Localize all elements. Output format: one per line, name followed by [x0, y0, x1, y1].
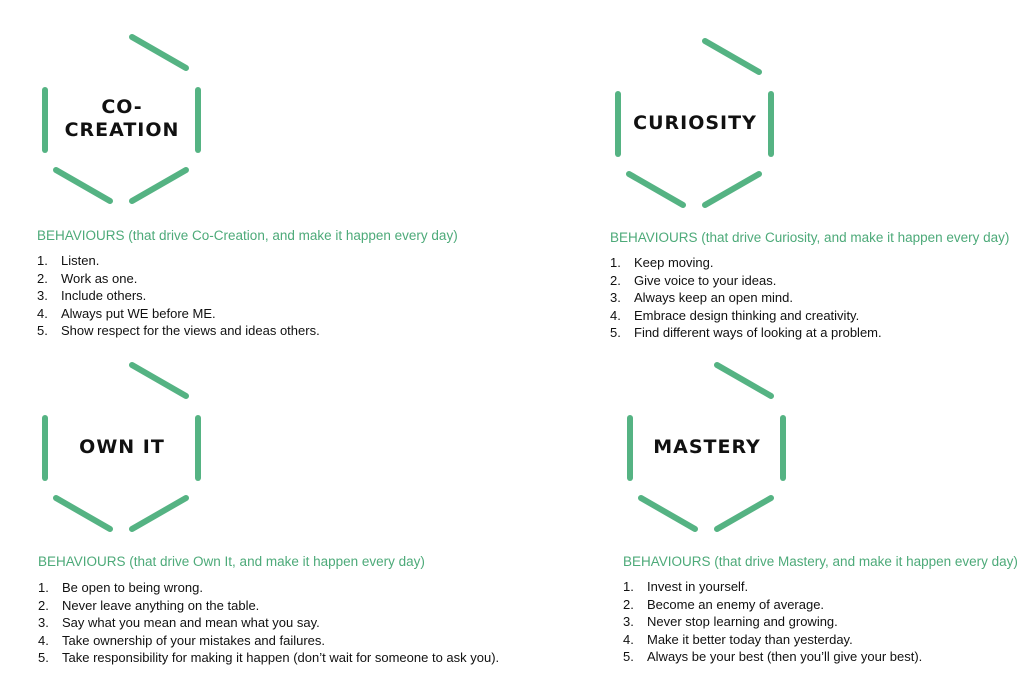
behaviours-list: [38, 579, 499, 667]
list-item: 2. Never leave anything on the table.: [38, 597, 260, 613]
behaviours-heading: BEHAVIOURS (that drive Co-Creation, and make it happen every day): [37, 228, 458, 243]
hexagon-own-it: [38, 358, 206, 536]
section-title: CURIOSITY: [633, 111, 757, 134]
section-title: CO- CREATION: [64, 96, 180, 141]
behaviours-list: [610, 254, 882, 342]
list-item: 3. Include others.: [37, 288, 147, 304]
list-item: 4. Take ownership of your mistakes and failures.: [38, 632, 326, 648]
list-item: 3. Always keep an open mind.: [610, 290, 793, 306]
list-item: 1. Listen.: [37, 253, 100, 268]
list-item: 2. Work as one.: [37, 270, 138, 286]
list-item: 5. Find different ways of looking at a problem.: [610, 325, 882, 341]
list-item: 4. Always put WE before ME.: [37, 305, 216, 321]
list-item: 2. Give voice to your ideas.: [610, 272, 777, 288]
behaviours-heading: BEHAVIOURS (that drive Curiosity, and make it happen every day): [610, 230, 1010, 245]
hexagon-mastery: [623, 358, 791, 536]
list-item: 5. Take responsibility for making it happen (don’t wait for someone to ask you).: [38, 650, 500, 666]
hexagon-co-creation: [38, 30, 206, 208]
list-item: 4. Embrace design thinking and creativity.: [610, 307, 860, 323]
list-item: 5. Show respect for the views and ideas others.: [37, 323, 320, 339]
list-item: 4. Make it better today than yesterday.: [623, 631, 853, 647]
list-item: 2. Become an enemy of average.: [623, 596, 825, 612]
list-item: 1. Be open to being wrong.: [38, 580, 203, 595]
behaviours-list: [623, 578, 922, 666]
list-item: 1. Invest in yourself.: [623, 579, 749, 594]
list-item: 3. Never stop learning and growing.: [623, 614, 838, 630]
list-item: 3. Say what you mean and mean what you say.: [38, 615, 320, 631]
section-title: MASTERY: [653, 435, 761, 458]
hexagon-curiosity: [611, 34, 779, 212]
section-title: OWN IT: [79, 435, 165, 458]
behaviours-heading: BEHAVIOURS (that drive Own It, and make it happen every day): [38, 554, 425, 569]
list-item: 5. Always be your best (then you’ll give your best).: [623, 649, 923, 665]
behaviours-list: [37, 252, 320, 340]
list-item: 1. Keep moving.: [610, 255, 714, 270]
behaviours-heading: BEHAVIOURS (that drive Mastery, and make it happen every day): [623, 554, 1018, 569]
